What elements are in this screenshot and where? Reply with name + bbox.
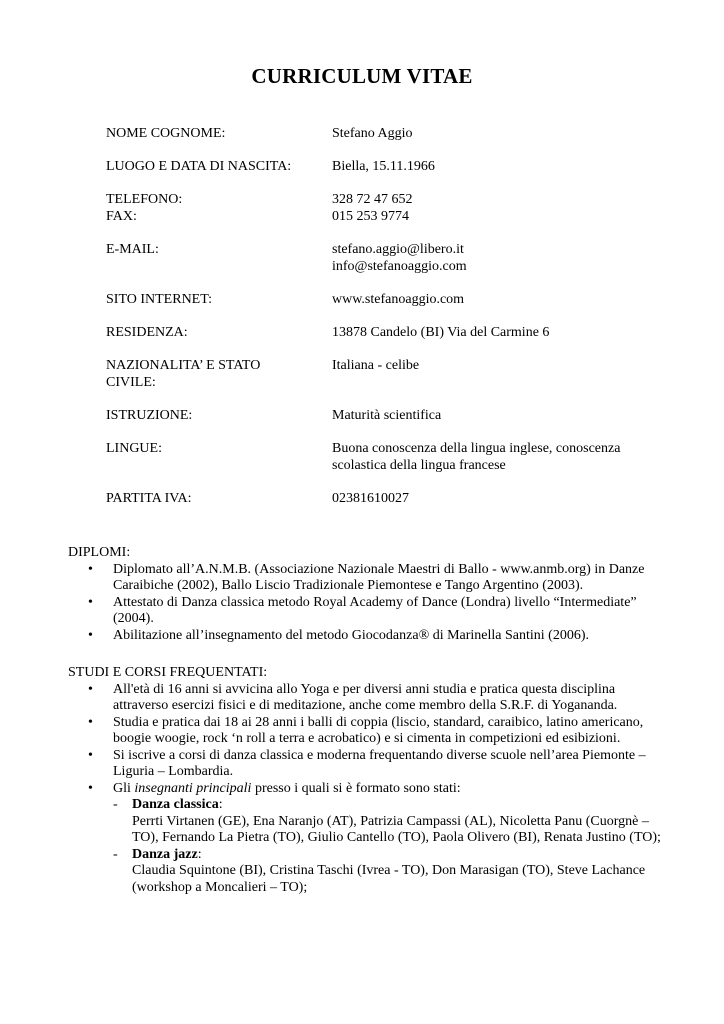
info-value	[332, 357, 666, 391]
info-label: LINGUE:	[106, 441, 162, 456]
info-value	[332, 490, 666, 507]
info-row	[106, 357, 666, 391]
info-value-line: 13878 Candelo (BI) Via del Carmine 6	[332, 325, 550, 340]
info-label: PARTITA IVA:	[106, 491, 192, 506]
info-value-line: 328 72 47 652	[332, 192, 413, 207]
info-row	[106, 324, 666, 341]
info-row	[106, 241, 666, 275]
info-row	[106, 191, 666, 208]
info-row	[106, 291, 666, 308]
teacher-names: Perrti Virtanen (GE), Ena Naranjo (AT), Patrizia Campassi (AL), Nicoletta Panu (Cuorgnè – TO), Fernando La Pietra (TO), Giulio Cantello (TO), Paola Olivero (BI), Renata Justino (TO);	[132, 813, 661, 845]
info-label: ISTRUZIONE:	[106, 408, 193, 423]
diplomi-section	[68, 545, 668, 644]
info-value	[332, 324, 666, 341]
info-value-line: info@stefanoaggio.com	[332, 259, 467, 274]
info-value-line: Buona conoscenza della lingua inglese, conoscenza scolastica della lingua francese	[332, 441, 621, 473]
info-row	[106, 158, 666, 175]
studi-list	[68, 682, 668, 897]
teachers-intro-before: Gli	[113, 780, 135, 796]
list-item: • All'età di 16 anni si avvicina allo Yoga e per diversi anni studia e pratica questa disciplina attraverso esercizi fisici e di meditazione, anche come membro della S.R.F. di Yogananda.	[68, 682, 668, 715]
studi-section	[68, 665, 668, 896]
list-item: • Si iscrive a corsi di danza classica e moderna frequentando diverse scuole nell’area Piemonte – Liguria – Lombardia.	[68, 748, 668, 781]
studi-heading: STUDI E CORSI FREQUENTATI:	[68, 665, 268, 680]
list-item: • Attestato di Danza classica metodo Royal Academy of Dance (Londra) livello “Intermediate” (2004).	[68, 595, 668, 628]
list-item-teachers	[68, 781, 668, 897]
list-item: • Studia e pratica dai 18 ai 28 anni i balli di coppia (liscio, standard, caraibico, latino americano, boogie woogie, rock ‘n roll a terra e acrobatico) e si cimenta in competizioni ed esibizioni.	[68, 715, 668, 748]
teacher-group: - Danza classica: Perrti Virtanen (GE), Ena Naranjo (AT), Patrizia Campassi (AL), Nicoletta Panu (Cuorgnè – TO), Fernando La Pietra (TO), Giulio Cantello (TO), Paola Olivero (BI), Renata Justino (TO);	[113, 797, 668, 847]
info-value	[332, 158, 666, 175]
info-value-line: Biella, 15.11.1966	[332, 159, 435, 174]
info-label: E-MAIL:	[106, 242, 159, 257]
info-row	[106, 440, 666, 474]
teacher-group: - Danza jazz: Claudia Squintone (BI), Cristina Taschi (Ivrea - TO), Don Marasigan (TO), Steve Lachance (workshop a Moncalieri – TO);	[113, 847, 668, 897]
teachers-list	[113, 797, 668, 896]
info-value-line: Stefano Aggio	[332, 126, 413, 141]
info-value	[332, 125, 666, 142]
info-value	[332, 291, 666, 308]
list-item: • Diplomato all’A.N.M.B. (Associazione Nazionale Maestri di Ballo - www.anmb.org) in Danze Caraibiche (2002), Ballo Liscio Tradizionale Piemontese e Tango Argentino (2003).	[68, 562, 668, 595]
info-value-line: Maturità scientifica	[332, 408, 442, 423]
info-value-line: www.stefanoaggio.com	[332, 292, 465, 307]
info-label: NAZIONALITA’ E STATO CIVILE:	[106, 358, 261, 390]
info-row	[106, 490, 666, 507]
info-value-line: 02381610027	[332, 491, 409, 506]
info-label: RESIDENZA:	[106, 325, 188, 340]
teachers-intro-italic: insegnanti principali	[134, 780, 252, 796]
discipline-label: Danza jazz	[132, 846, 198, 862]
info-label: NOME COGNOME:	[106, 126, 226, 141]
personal-info-table	[106, 125, 666, 507]
info-value	[332, 407, 666, 424]
teachers-intro-after: presso i quali si è formato sono stati:	[251, 780, 461, 796]
info-label: SITO INTERNET:	[106, 292, 212, 307]
discipline-label: Danza classica	[132, 797, 219, 812]
info-row	[106, 407, 666, 424]
info-value-line: stefano.aggio@libero.it	[332, 242, 464, 257]
info-value	[332, 191, 666, 208]
info-label: FAX:	[106, 209, 137, 224]
info-label: TELEFONO:	[106, 192, 183, 207]
info-row	[106, 208, 666, 225]
teacher-names: Claudia Squintone (BI), Cristina Taschi (Ivrea - TO), Don Marasigan (TO), Steve Lachance (workshop a Moncalieri – TO);	[132, 863, 646, 895]
info-value	[332, 241, 666, 275]
list-item: • Abilitazione all’insegnamento del metodo Giocodanza® di Marinella Santini (2006).	[68, 628, 668, 645]
info-label: LUOGO E DATA DI NASCITA:	[106, 159, 292, 174]
info-value	[332, 440, 666, 474]
document-title: CURRICULUM VITAE	[251, 64, 473, 88]
info-row	[106, 125, 666, 142]
info-value-line: Italiana - celibe	[332, 358, 420, 373]
diplomi-heading: DIPLOMI:	[68, 545, 131, 560]
info-value-line: 015 253 9774	[332, 209, 409, 224]
diplomi-list	[68, 562, 668, 645]
info-value	[332, 208, 666, 225]
